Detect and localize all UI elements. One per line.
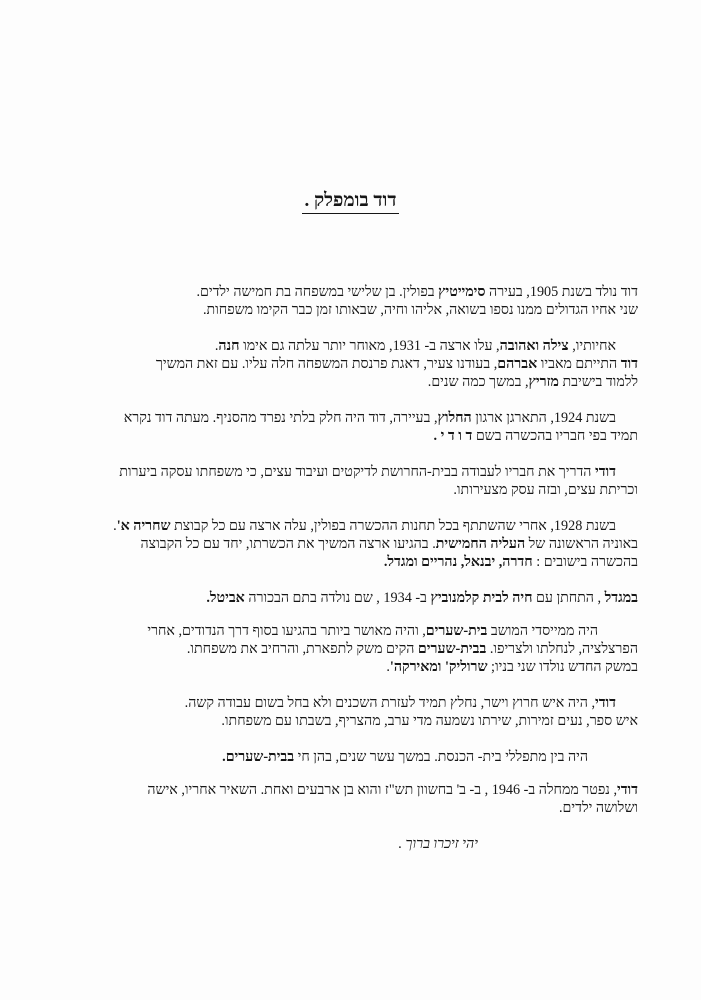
text-segment: היה בין מתפללי בית- הכנסת. במשך עשר שנים, בהן חי <box>294 749 588 765</box>
bold-text: אברהם <box>497 356 538 372</box>
bold-text: בבית-שערים. <box>222 749 295 765</box>
text-segment: , היה איש חרוץ וישר, נחלץ תמיד לעזרת השכנים ולא בחל בשום עבודה קשה. <box>184 695 595 711</box>
text-segment: , התחתן עם <box>532 590 605 606</box>
paragraph <box>48 781 638 817</box>
text-line <box>48 337 638 355</box>
document-title-text: דוד בומפלק . <box>302 190 398 214</box>
text-line <box>48 781 638 799</box>
text-segment: בהכשרה בישובים : <box>532 554 638 570</box>
text-segment: בשנת 1924, התארגן ארגון <box>471 410 616 426</box>
paragraph <box>48 622 638 676</box>
text-segment: הקים משק לתפארת, והרחיב את משפחתו. <box>186 641 418 657</box>
text-segment: בשנת 1928, אחרי שהשתתף בכל תחנות ההכשרה בפולין, עלה ארצה עם כל קבוצת <box>170 518 616 534</box>
text-line <box>48 748 638 766</box>
bold-text: מזריץ <box>528 374 559 390</box>
bold-text: דודי <box>595 695 616 711</box>
text-segment: . <box>113 518 117 534</box>
bold-text: אביטל. <box>206 590 245 606</box>
paragraph <box>48 517 638 571</box>
text-segment: בפולין. בן שלישי במשפחה בת חמישה ילדים. <box>196 284 439 300</box>
bold-text: חדרה, יבנאל, נהריים ומגדל. <box>383 554 533 570</box>
text-segment: הפרצלציה, לנחלתו ולצריפו. <box>486 641 638 657</box>
bold-text: דודי <box>617 782 638 798</box>
bold-text: במגדל <box>604 590 638 606</box>
text-segment: , במשך כמה שנים. <box>427 374 529 390</box>
text-segment: וכריתת עצים, ובזה עסק מצעירותו. <box>453 482 638 498</box>
text-segment: דוד נולד בשנת 1905, בעירה <box>485 284 638 300</box>
text-line <box>48 463 638 481</box>
bold-text: שרוליק' ומאירקה' <box>389 659 488 675</box>
bold-text: חנה <box>218 338 240 354</box>
text-line <box>48 481 638 499</box>
bold-text: בית-שערים <box>425 623 488 639</box>
paragraph <box>48 409 638 445</box>
text-segment: ב- 1934 , שם נולדה בתם הבכורה <box>244 590 431 606</box>
text-segment: . בהגיעו ארצה המשיך את הכשרתו, יחד עם כל הקבוצה <box>140 536 436 552</box>
text-segment: שני אחיו הגדולים ממנו נספו בשואה, אליהו וחיה, שבאותו זמן כבר הקימו משפחות. <box>202 302 638 318</box>
document-title <box>0 190 701 214</box>
bold-text: צילה ואהובה <box>499 338 569 354</box>
paragraph <box>48 337 638 391</box>
text-line <box>48 694 638 712</box>
bold-text: שחריה א' <box>116 518 171 534</box>
text-line <box>48 427 638 445</box>
text-line <box>48 355 638 373</box>
bold-text: בבית-שערים <box>417 641 487 657</box>
text-segment: , בעיירה, דוד היה חלק בלתי נפרד מהסניף. מעתה דוד נקרא <box>123 410 438 426</box>
bold-text: סימייטיץ <box>438 284 486 300</box>
text-segment: , עלו ארצה ב- 1931, מאוחר יותר עלתה גם אימו <box>239 338 500 354</box>
bold-text: ד ו ד י . <box>433 428 473 444</box>
text-segment: הדריך את חבריו לעבודה בבית-החרושת לדיקטים ועיבוד עצים, כי משפחתו עסקה ביערות <box>119 464 595 480</box>
text-line <box>48 640 638 658</box>
text-line <box>48 658 638 676</box>
text-segment: במשק החדש נולדו שני בניו; <box>487 659 638 675</box>
text-segment: . <box>386 659 390 675</box>
text-line <box>48 517 638 535</box>
text-segment: ללמוד בישיבת <box>558 374 638 390</box>
text-line <box>48 409 638 427</box>
paragraph <box>48 283 638 319</box>
bold-text: דוד <box>620 356 638 372</box>
text-segment: באוניה הראשונה של <box>525 536 638 552</box>
text-segment: איש ספר, נעים זמירות, שירתו נשמעה מדי ערב, מהצריף, בשבתו עם משפחתו. <box>221 713 638 729</box>
text-segment: . <box>214 338 219 354</box>
paragraph <box>48 694 638 730</box>
closing-line: יהי זיכרו ברוך . <box>398 836 478 852</box>
document-body <box>48 283 638 871</box>
bold-text: העליה החמישית <box>435 536 526 552</box>
text-segment: ושלושה ילדים. <box>559 800 638 816</box>
text-line <box>48 799 638 817</box>
text-line <box>48 283 638 301</box>
text-segment: , והיה מאושר ביותר בהגיעו בסוף דרך הנדודים, אחרי <box>147 623 426 639</box>
text-line <box>48 535 638 553</box>
text-segment: תמיד בפי חבריו בהכשרה בשם <box>472 428 638 444</box>
bold-text: דודי <box>595 464 616 480</box>
bold-text: החלוץ <box>437 410 472 426</box>
text-line <box>48 553 638 571</box>
text-line <box>48 373 638 391</box>
text-line <box>48 712 638 730</box>
text-line <box>48 301 638 319</box>
text-segment: , נפטר ממחלה ב- 1946 , ב- ב' בחשוון תש"ז והוא בן ארבעים ואחת. השאיר אחריו, אישה <box>147 782 617 798</box>
paragraph <box>48 463 638 499</box>
text-segment: היה ממייסדי המושב <box>487 623 598 639</box>
text-line <box>48 622 638 640</box>
paragraph <box>48 589 638 607</box>
text-segment: התייתם מאביו <box>537 356 621 372</box>
bold-text: חיה לבית קלמנוביץ <box>430 590 533 606</box>
text-segment: אחיותיו, <box>568 338 616 354</box>
paragraph <box>48 748 638 766</box>
text-line <box>48 589 638 607</box>
text-segment: , בעודנו צעיר, דאגת פרנסת המשפחה חלה עליו. עם זאת המשיך <box>155 356 498 372</box>
